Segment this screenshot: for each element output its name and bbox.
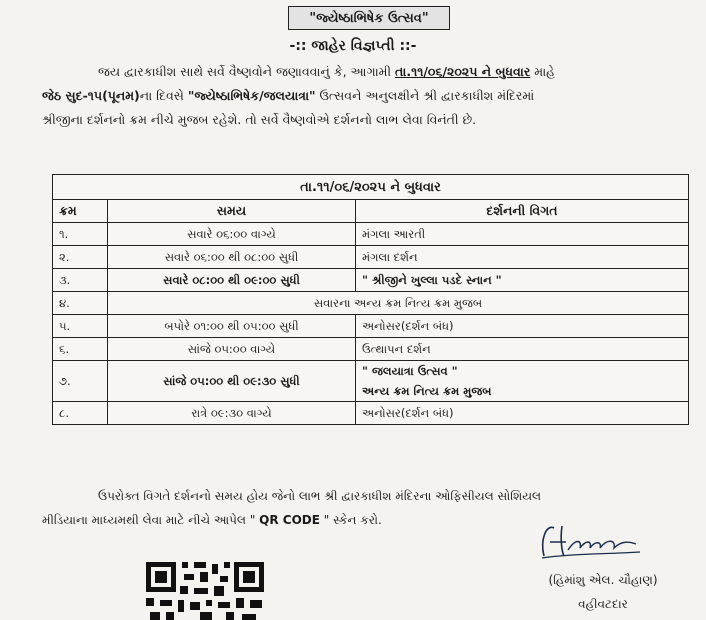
row-detail: મંગલા આરતી: [356, 223, 689, 246]
row-time: બપોરે ૦૧:૦૦ થી ૦૫:૦૦ સુધી: [108, 315, 356, 338]
row-number: ૬.: [53, 338, 108, 361]
table-row: [53, 338, 689, 361]
row-time: રાત્રે ૦૯:૩૦ વાગ્યે: [108, 402, 356, 425]
intro-text: શ્રીજીના દર્શનનો ક્રમ નીચે મુજબ રહેશે. તો સર્વે વૈષ્ણવોએ દર્શનનો લાભ લેવા વિનંતી છે.: [42, 112, 477, 127]
column-header-detail: દર્શનની વિગત: [356, 200, 689, 223]
row-detail-line: અન્ય ક્રમ નિત્ય ક્રમ મુજબ: [362, 384, 492, 398]
row-number: ૭.: [53, 361, 108, 402]
table-row: [53, 402, 689, 425]
signatory-designation: વહીવટદાર: [578, 597, 628, 611]
table-row: [53, 269, 689, 292]
row-detail-line: " જલયાત્રા ઉત્સવ ": [362, 364, 458, 378]
intro-text: જય દ્વારકાધીશ સાથે સર્વે વૈષ્ણવોને જણાવવાનું કે, આગામી: [98, 64, 396, 79]
row-number: ૧.: [53, 223, 108, 246]
table-row: [53, 246, 689, 269]
intro-text: ઉત્સવને અનુલક્ષીને શ્રી દ્વારકાધીશ મંદિરમાં: [315, 88, 535, 103]
row-number: ૪.: [53, 292, 108, 315]
column-header-time: સમય: [108, 200, 356, 223]
document-title: "જ્યેષ્ઠાભિષેક ઉત્સવ": [288, 6, 450, 30]
table-row: [53, 315, 689, 338]
intro-festival: "જ્યેષ્ઠાભિષેક/જલયાત્રા": [187, 88, 316, 103]
row-time: સાંજે ૦૫:૦૦ વાગ્યે: [108, 338, 356, 361]
row-detail: મંગલા દર્શન: [356, 246, 689, 269]
darshan-schedule-table: [52, 174, 689, 425]
row-time: સાંજે ૦૫:૦૦ થી ૦૯:૩૦ સુધી: [108, 361, 356, 402]
table-row: [53, 361, 689, 402]
table-row: [53, 223, 689, 246]
closing-text: " સ્કેન કરો.: [319, 513, 382, 527]
notice-heading: -:: જાહેર વિજ્ઞપ્તી ::-: [289, 38, 417, 54]
row-number: ૩.: [53, 269, 108, 292]
closing-text: મીડિયાના માધ્યમથી લેવા માટે નીચે આપેલ ": [42, 513, 260, 527]
table-date-row: [53, 175, 689, 200]
row-number: ૮.: [53, 402, 108, 425]
intro-tithi: જેઠ સુદ-૧૫(પૂનમ): [42, 88, 140, 103]
signatory-name: (હિમાંશુ એલ. ચૌહાણ): [548, 573, 658, 587]
qr-code-image[interactable]: [144, 560, 266, 620]
intro-text: માહે: [530, 64, 556, 79]
row-number: ૨.: [53, 246, 108, 269]
row-time: સવારે ૦૮:૦૦ થી ૦૯:૦૦ સુધી: [108, 269, 356, 292]
row-number: ૫.: [53, 315, 108, 338]
row-time: સવારે ૦૬:૦૦ થી ૦૮:૦૦ સુધી: [108, 246, 356, 269]
intro-paragraph: [42, 60, 682, 132]
row-detail: અનોસર(દર્શન બંધ): [356, 402, 689, 425]
row-detail: [356, 361, 689, 402]
table-header-row: [53, 200, 689, 223]
row-detail: ઉત્થાપન દર્શન: [356, 338, 689, 361]
intro-date: તા.૧૧/૦૬/૨૦૨૫ ને બુધવાર: [395, 64, 531, 79]
qr-code-label: QR CODE: [259, 513, 320, 527]
signature-scrawl: [536, 520, 646, 560]
table-row: [53, 292, 689, 315]
signatory-block: [528, 568, 678, 616]
closing-text: ઉપરોક્ત વિગતે દર્શનનો સમય હોય જેનો લાભ શ્રી દ્વારકાધીશ મંદિરના ઓફિસીયલ સોશિયલ: [98, 489, 542, 503]
row-detail: અનોસર(દર્શન બંધ): [356, 315, 689, 338]
row-span-detail: સવારના અન્ય ક્રમ નિત્ય ક્રમ મુજબ: [108, 292, 689, 315]
qr-code-graphic: [144, 560, 266, 620]
column-header-number: ક્રમ: [53, 200, 108, 223]
row-detail: " શ્રીજીને ખુલ્લા પડદે સ્નાન ": [356, 269, 689, 292]
table-date-header: તા.૧૧/૦૬/૨૦૨૫ ને બુધવાર: [53, 175, 689, 200]
row-time: સવારે ૦૬:૦૦ વાગ્યે: [108, 223, 356, 246]
intro-text: ના દિવસે: [139, 88, 188, 103]
